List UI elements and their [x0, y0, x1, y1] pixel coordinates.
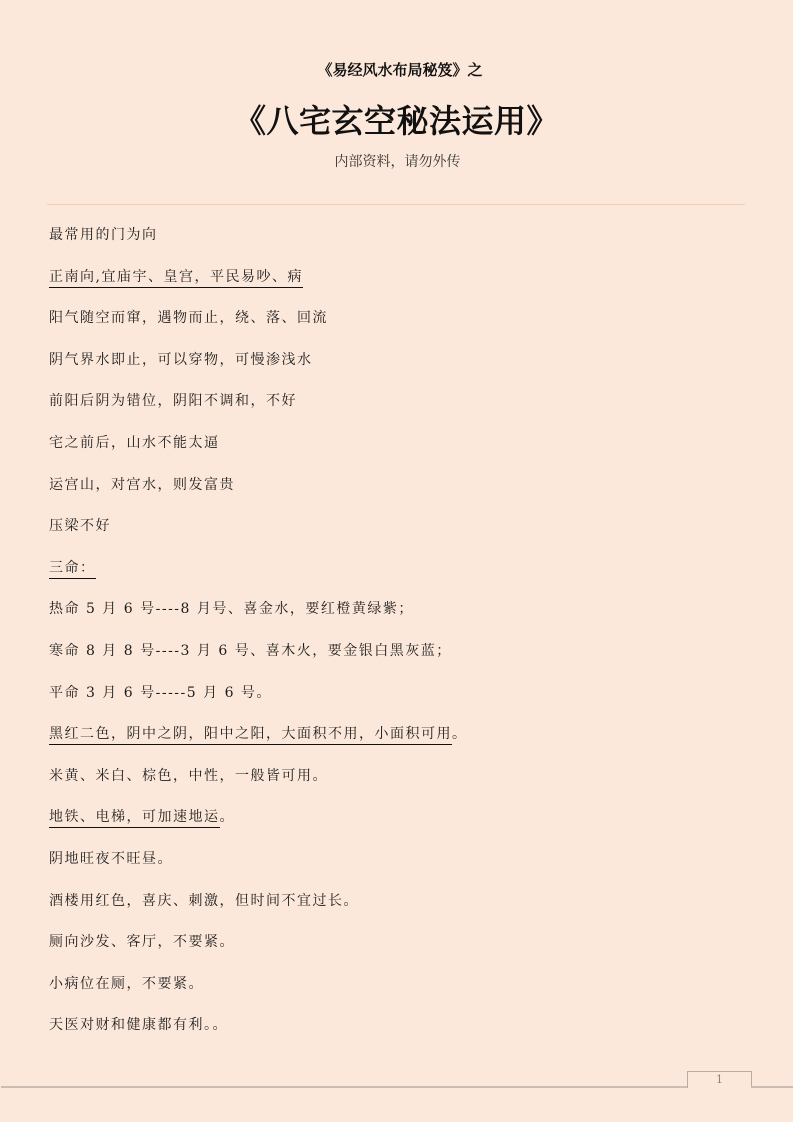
paragraph-18: [49, 932, 749, 974]
paragraph-1: [49, 225, 749, 267]
paragraph-text: 运宫山，对宫水，则发富贵: [49, 476, 235, 493]
footer-divider-right: [751, 1086, 793, 1088]
series-title: 《易经风水布局秘笈》之: [317, 61, 483, 79]
paragraph-19: [49, 974, 749, 1016]
underlined-text: 三命：: [49, 560, 96, 579]
paragraph-hot-fate: [49, 599, 749, 641]
paragraph-text: 最常用的门为向: [49, 227, 158, 243]
paragraph-text: 天医对财和健康都有利。。: [49, 1017, 228, 1034]
confidential-notice: 内部资料，请勿外传: [334, 154, 461, 170]
underlined-text: 正南向,宜庙宇、皇宫，平民易吵、病: [49, 269, 303, 288]
paragraph-cold-fate: [49, 641, 749, 683]
header-divider: [47, 204, 745, 205]
underlined-text: 地铁、电梯，可加速地运: [49, 809, 220, 828]
trailing-punctuation: 。: [219, 809, 235, 826]
paragraph-text: 阴气界水即止，可以穿物，可慢渗浅水: [49, 351, 313, 368]
paragraph-20: [49, 1015, 749, 1057]
paragraph-text: 寒命 8 月 8 号----3 月 6 号、喜木火，要金银白黑灰蓝；: [49, 642, 452, 659]
page-number: 1: [687, 1071, 752, 1088]
paragraph-2: [49, 267, 749, 309]
paragraph-text: 厕向沙发、客厅，不要紧。: [49, 934, 235, 951]
paragraph-7: [49, 475, 749, 517]
paragraph-text: 平命 3 月 6 号-----5 月 6 号。: [49, 684, 272, 701]
paragraph-13: [49, 724, 749, 766]
paragraph-text: 阳气随空而窜，遇物而止，绕、落、回流: [49, 310, 328, 327]
paragraph-17: [49, 891, 749, 933]
paragraph-6: [49, 433, 749, 475]
paragraph-14: [49, 766, 749, 808]
underlined-text: 黑红二色，阴中之阴，阳中之阳，大面积不用，小面积可用: [49, 726, 452, 745]
document-title: 《八宅玄空秘法运用》: [233, 102, 559, 140]
paragraph-5: [49, 391, 749, 433]
paragraph-text: 酒楼用红色，喜庆、刺激，但时间不宜过长。: [49, 892, 359, 909]
trailing-punctuation: 。: [452, 726, 468, 743]
paragraph-4: [49, 350, 749, 392]
paragraph-text: 压梁不好: [49, 518, 111, 535]
footer-divider-left: [1, 1086, 688, 1088]
paragraph-16: [49, 849, 749, 891]
paragraph-text: 阴地旺夜不旺昼。: [49, 850, 173, 867]
paragraph-3: [49, 308, 749, 350]
paragraph-15: [49, 807, 749, 849]
paragraph-neutral-fate: [49, 683, 749, 725]
section-heading-three-fates: [49, 558, 749, 600]
paragraph-text: 前阳后阴为错位，阴阳不调和，不好: [49, 393, 297, 410]
paragraph-8: [49, 516, 749, 558]
document-body: [49, 225, 749, 1057]
paragraph-text: 米黄、米白、棕色，中性，一般皆可用。: [49, 767, 328, 784]
paragraph-text: 热命 5 月 6 号----8 月号、喜金水，要红橙黄绿紫；: [49, 601, 414, 618]
paragraph-text: 宅之前后，山水不能太逼: [49, 434, 220, 451]
paragraph-text: 小病位在厕，不要紧。: [49, 975, 204, 992]
